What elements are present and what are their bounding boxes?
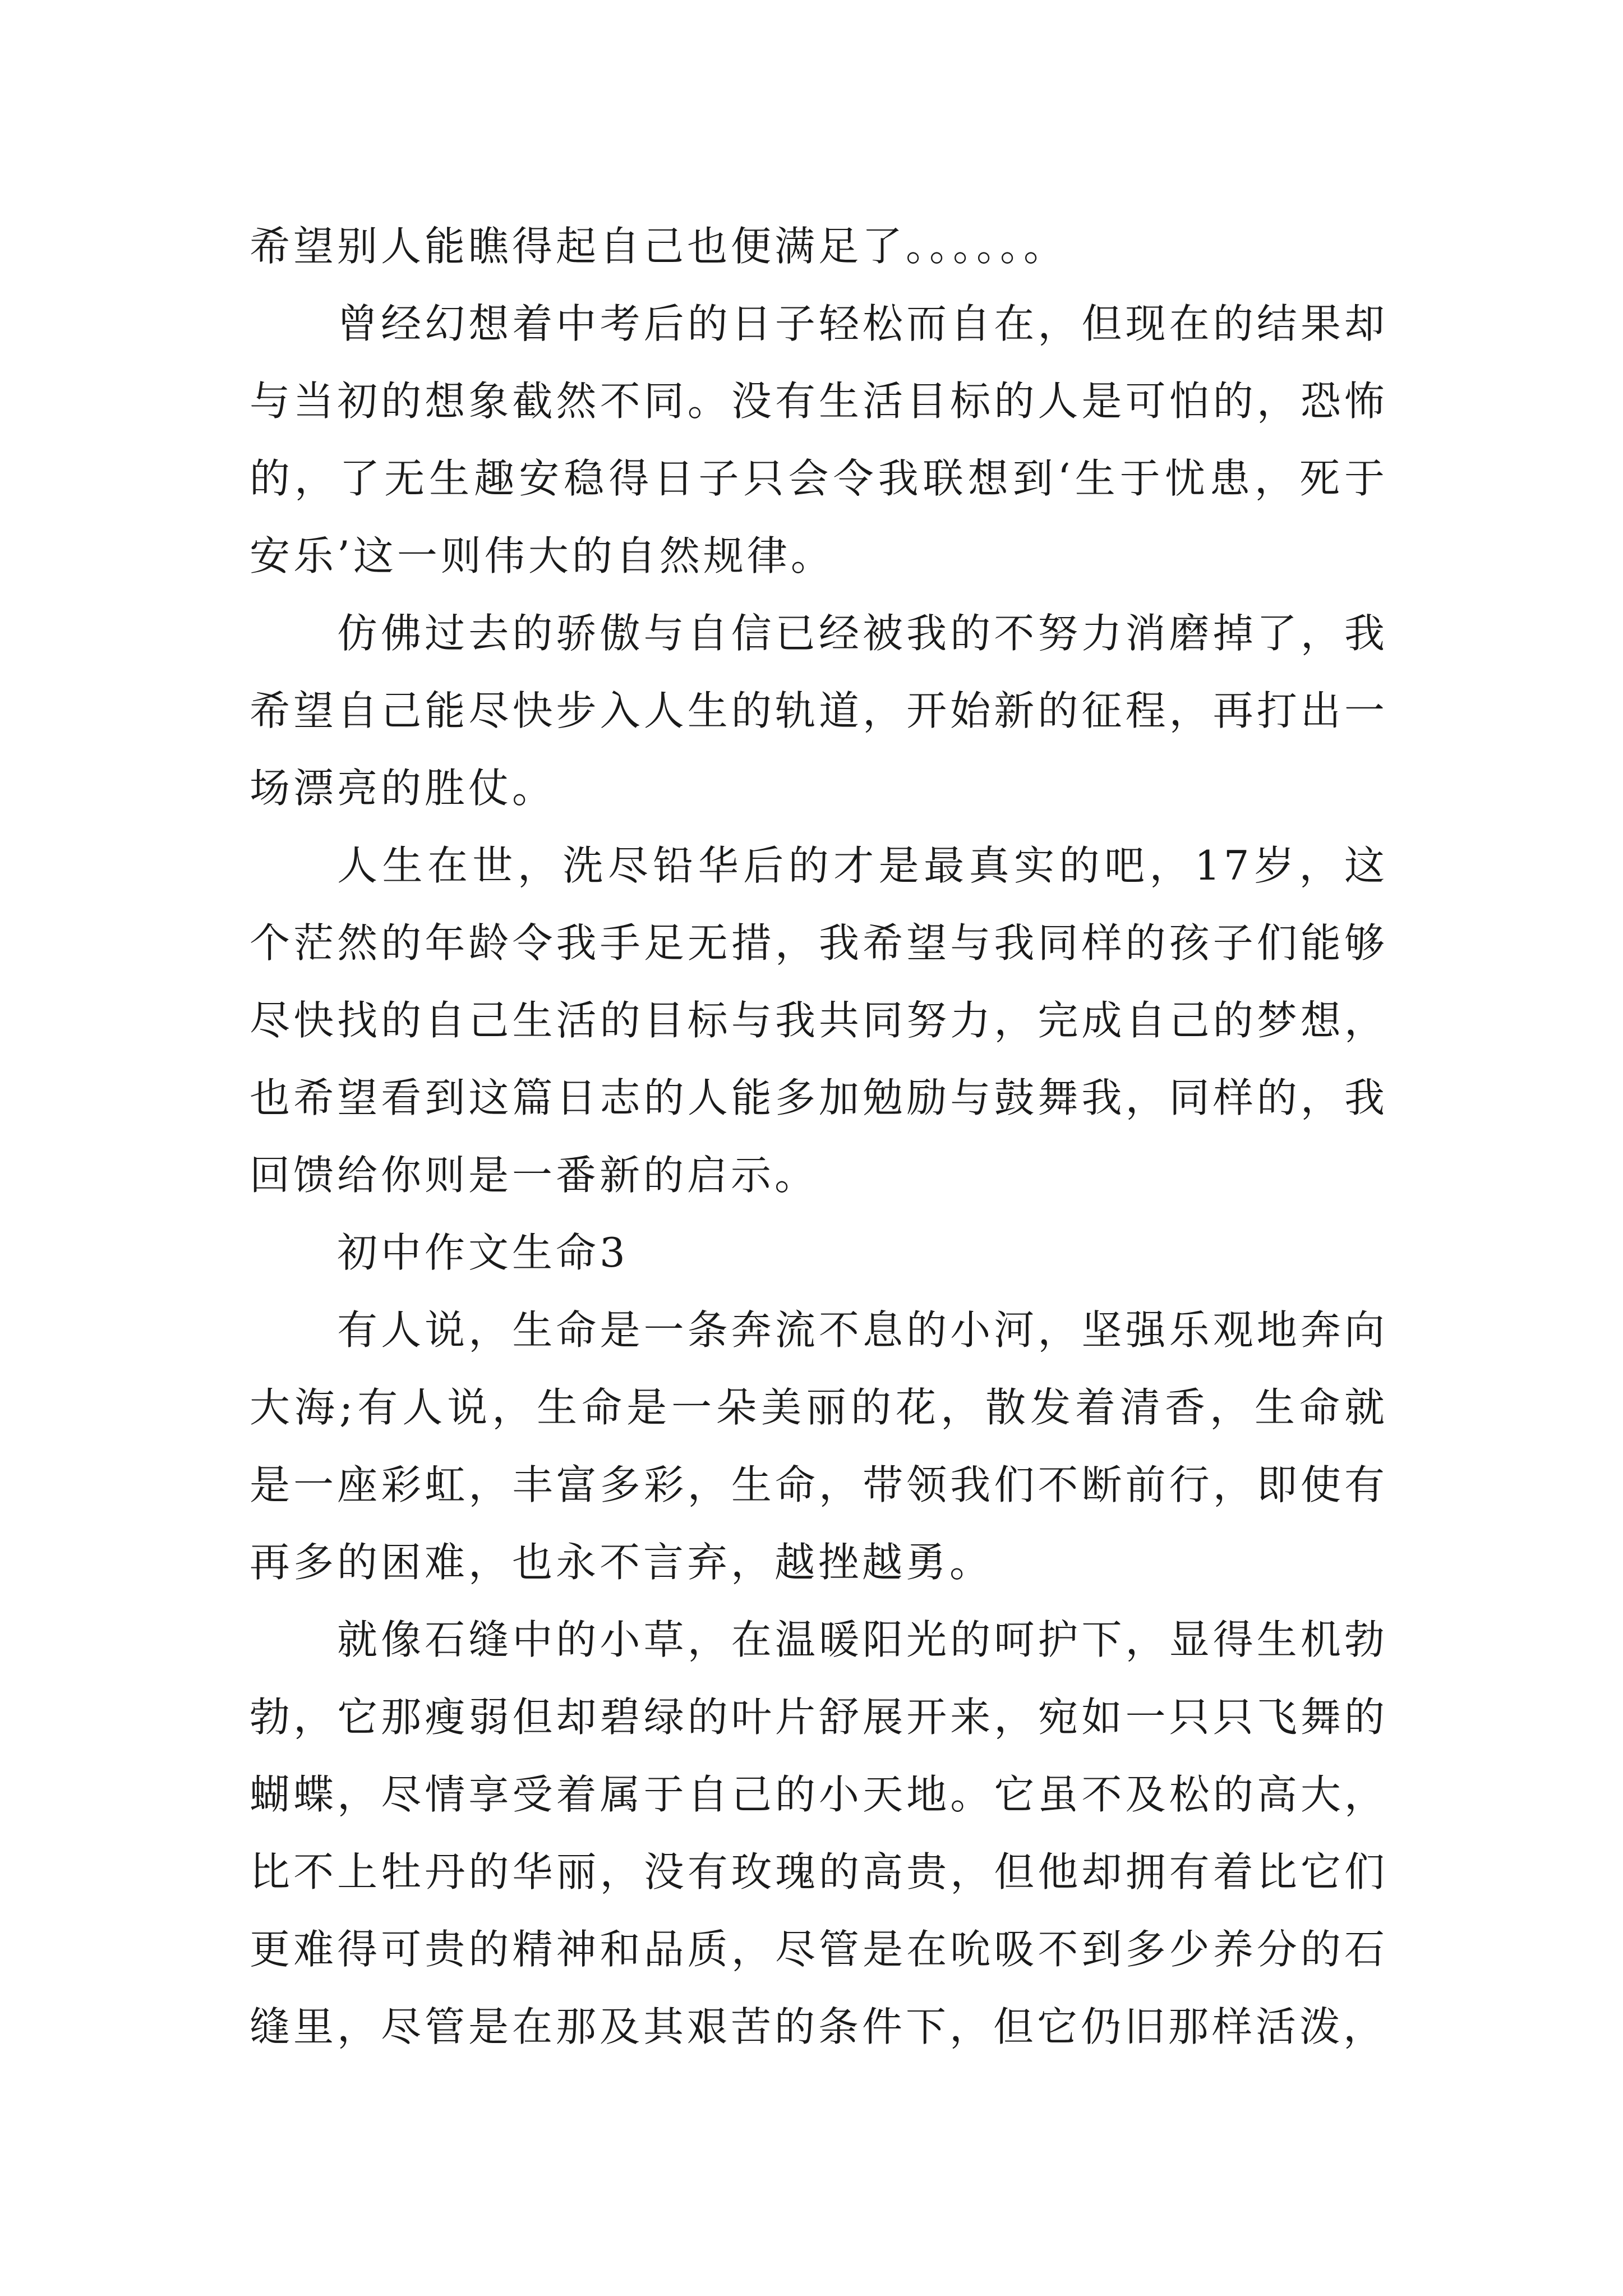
paragraph-4: 人生在世，洗尽铅华后的才是最真实的吧，17岁，这个茫然的年龄令我手足无措，我希望与我同样的孩子们能够尽快找的自己生活的目标与我共同努力，完成自己的梦想，也希望看到这篇日志的人能多加勉励与鼓舞我，同样的，我回馈给你则是一番新的启示。 bbox=[250, 842, 1388, 1199]
paragraph-3: 仿佛过去的骄傲与自信已经被我的不努力消磨掉了，我希望自己能尽快步入人生的轨道，开始新的征程，再打出一场漂亮的胜仗。 bbox=[250, 610, 1388, 812]
section-paragraph-1: 有人说，生命是一条奔流不息的小河，坚强乐观地奔向大海;有人说，生命是一朵美丽的花，散发着清香，生命就是一座彩虹，丰富多彩，生命，带领我们不断前行，即使有再多的困难，也永不言弃，越挫越勇。 bbox=[250, 1306, 1388, 1586]
section-title: 初中作文生命3 bbox=[337, 1229, 629, 1276]
paragraph-2: 曾经幻想着中考后的日子轻松而自在，但现在的结果却与当初的想象截然不同。没有生活目标的人是可怕的，恐怖的，了无生趣安稳得日子只会令我联想到‘生于忧患，死于安乐’这一则伟大的自然规律。 bbox=[250, 300, 1388, 579]
section-paragraph-2: 就像石缝中的小草，在温暖阳光的呵护下，显得生机勃勃，它那瘦弱但却碧绿的叶片舒展开来，宛如一只只飞舞的蝴蝶，尽情享受着属于自己的小天地。它虽不及松的高大，比不上牡丹的华丽，没有玫瑰的高贵，但他却拥有着比它们更难得可贵的精神和品质，尽管是在吮吸不到多少养分的石缝里，尽管是在那及其艰苦的条件下，但它仍旧那样活泼， bbox=[250, 1616, 1388, 2050]
paragraph-1: 希望别人能瞧得起自己也便满足了。。。。。。 bbox=[250, 223, 1068, 270]
document-body bbox=[250, 208, 1388, 2065]
